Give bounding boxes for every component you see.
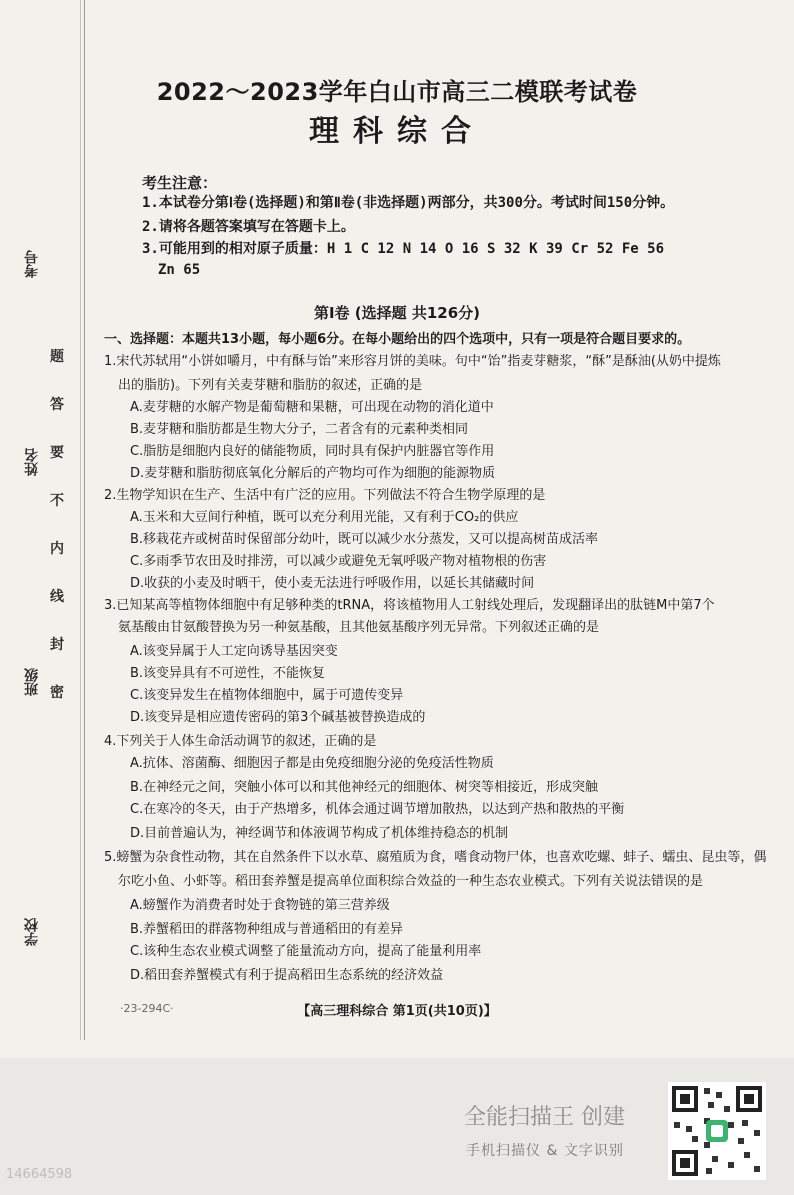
seal-char: 要 (50, 445, 64, 461)
margin-label-name: 姓名 (24, 448, 40, 476)
notice-item: Zn 65 (158, 262, 201, 278)
question-option: B.麦芽糖和脂肪都是生物大分子，二者含有的元素种类相同 (130, 422, 469, 437)
question-option: A.该变异属于人工定向诱导基因突变 (130, 644, 338, 659)
question-option: B.养蟹稻田的群落物种组成与普通稻田的有差异 (130, 922, 404, 937)
notice-item: 3.可能用到的相对原子质量：H 1 C 12 N 14 O 16 S 32 K 39 Cr 52 Fe 56 (142, 241, 665, 257)
question-option: A.麦芽糖的水解产物是葡萄糖和果糖，可出现在动物的消化道中 (130, 400, 494, 415)
question-stem: 尔吃小鱼、小虾等。稻田套养蟹是提高单位面积综合效益的一种生态农业模式。下列有关说法错误的是 (118, 874, 704, 889)
question-option: A.抗体、溶菌酶、细胞因子都是由免疫细胞分泌的免疫活性物质 (130, 756, 494, 771)
scanner-brand: 全能扫描王 创建 (464, 1105, 625, 1130)
question-option: B.在神经元之间，突触小体可以和其他神经元的细胞体、树突等相接近，形成突触 (130, 780, 599, 795)
question-option: B.移栽花卉或树苗时保留部分幼叶，既可以减少水分蒸发，又可以提高树苗成活率 (130, 532, 599, 547)
notice-item: 2.请将各题答案填写在答题卡上。 (142, 219, 355, 235)
question-option: C.该变异发生在植物体细胞中，属于可遗传变异 (130, 688, 404, 703)
question-option: D.该变异是相应遗传密码的第3个碱基被替换造成的 (130, 710, 426, 725)
question-stem: 出的脂肪)。下列有关麦芽糖和脂肪的叙述，正确的是 (118, 378, 423, 393)
seal-char: 不 (50, 493, 64, 509)
question-stem: 2.生物学知识在生产、生活中有广泛的应用。下列做法不符合生物学原理的是 (104, 488, 546, 503)
question-option: C.脂肪是细胞内良好的储能物质，同时具有保护内脏器官等作用 (130, 444, 495, 459)
exam-subject: 理科综合 (309, 114, 485, 149)
part1-title: 第Ⅰ卷 (选择题 共126分) (313, 304, 481, 322)
seal-char: 密 (50, 685, 64, 701)
seal-char: 线 (50, 589, 64, 605)
question-option: C.多雨季节农田及时排涝，可以减少或避免无氧呼吸产物对植物根的伤害 (130, 554, 547, 569)
question-option: D.收获的小麦及时晒干，使小麦无法进行呼吸作用，以延长其储藏时间 (130, 576, 535, 591)
question-option: C.该种生态农业模式调整了能量流动方向，提高了能量利用率 (130, 944, 482, 959)
seal-char: 题 (50, 349, 64, 365)
margin-label-school: 学校 (24, 918, 40, 946)
question-option: B.该变异具有不可逆性，不能恢复 (130, 666, 326, 681)
seal-char: 答 (50, 397, 64, 413)
question-stem: 5.螃蟹为杂食性动物，其在自然条件下以水草、腐殖质为食，嗜食动物尸体，也喜欢吃螺、蚌子、蠕虫、昆虫等，偶 (104, 850, 767, 865)
question-stem: 4.下列关于人体生命活动调节的叙述，正确的是 (104, 734, 377, 749)
margin-label-kaohao: 考号 (24, 250, 40, 278)
question-stem: 3.已知某高等植物体细胞中有足够种类的tRNA，将该植物用人工射线处理后，发现翻译出的肽链M中第7个 (104, 598, 715, 613)
qr-code-icon (668, 1082, 766, 1180)
question-option: D.目前普遍认为，神经调节和体液调节构成了机体维持稳态的机制 (130, 826, 509, 841)
exam-title: 2022～2023学年白山市高三二模联考试卷 (156, 78, 638, 106)
notice-heading: 考生注意： (142, 174, 218, 192)
question-option: D.麦芽糖和脂肪彻底氧化分解后的产物均可作为细胞的能源物质 (130, 466, 496, 481)
binding-margin-line (80, 0, 81, 1040)
question-stem: 1.宋代苏轼用“小饼如嚼月，中有酥与饴”来形容月饼的美味。句中“饴”指麦芽糖浆，“酥”是酥油(从奶中提炼 (104, 354, 721, 369)
question-option: D.稻田套养蟹模式有利于提高稻田生态系统的经济效益 (130, 968, 444, 983)
paper-code: ·23-294C· (120, 1002, 174, 1015)
question-option: A.螃蟹作为消费者时处于食物链的第三营养级 (130, 898, 390, 913)
seal-char: 封 (50, 637, 64, 653)
question-option: C.在寒冷的冬天，由于产热增多，机体会通过调节增加散热，以达到产热和散热的平衡 (130, 802, 625, 817)
question-option: A.玉米和大豆间行种植，既可以充分利用光能，又有利于CO₂的供应 (130, 510, 519, 525)
scan-id: 14664598 (6, 1167, 73, 1182)
question-stem: 氨基酸由甘氨酸替换为另一种氨基酸，且其他氨基酸序列无异常。下列叙述正确的是 (118, 620, 600, 635)
margin-label-class: 班级 (24, 668, 40, 696)
notice-item: 1.本试卷分第Ⅰ卷(选择题)和第Ⅱ卷(非选择题)两部分，共300分。考试时间150分钟。 (142, 195, 675, 211)
seal-char: 内 (50, 541, 64, 557)
page-footer: 【高三理科综合 第1页(共10页)】 (297, 1004, 497, 1019)
binding-margin-line (84, 0, 85, 1040)
part1-instruction: 一、选择题：本题共13小题，每小题6分。在每小题给出的四个选项中，只有一项是符合题目要求的。 (104, 332, 691, 347)
scanner-tagline: 手机扫描仪 & 文字识别 (466, 1143, 624, 1159)
